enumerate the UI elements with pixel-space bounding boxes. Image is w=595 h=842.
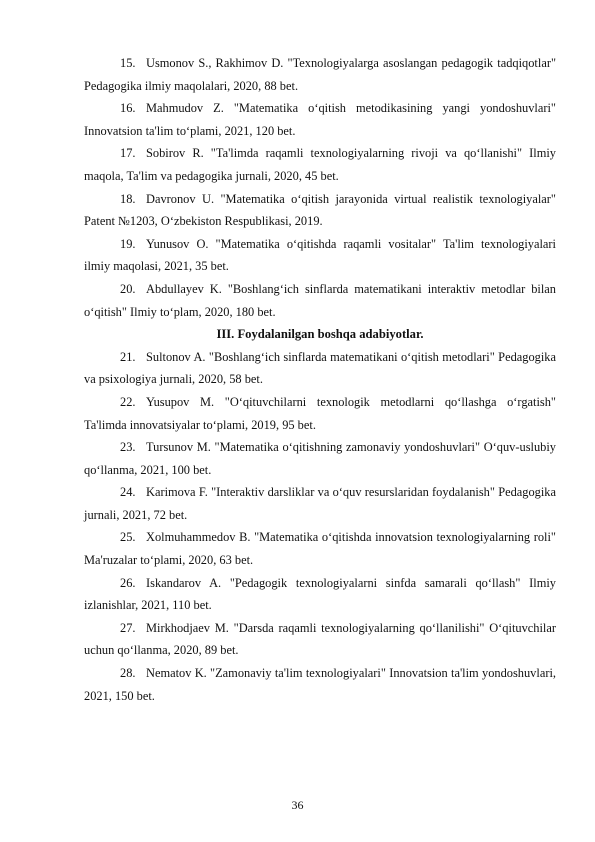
reference-number: 15. [120, 56, 136, 70]
reference-number: 17. [120, 146, 136, 161]
reference-number: 23. [120, 440, 136, 455]
reference-text: Iskandarov A. "Pedagogik texnologiyalarni sinfda samarali qo‘llash" Ilmiy izlanishlar, 2021, 110 bet. [84, 575, 556, 613]
reference-item-25 [84, 526, 556, 571]
reference-item-23 [84, 436, 556, 481]
reference-item-24 [84, 481, 556, 526]
reference-text: Sobirov R. "Ta'limda raqamli texnologiyalarning rivoji va qo‘llanishi" Ilmiy maqola, Ta'lim va pedagogika jurnali, 2020, 45 bet. [84, 146, 556, 183]
reference-item-26 [84, 572, 556, 617]
reference-text: Mahmudov Z. "Matematika o‘qitish metodikasining yangi yondoshuvlari" Innovatsion ta'lim to‘plami, 2021, 120 bet. [84, 101, 556, 138]
reference-item-27 [84, 617, 556, 662]
reference-text: Mirkhodjaev M. "Darsda raqamli texnologiyalarning qo‘llanilishi" O‘qituvchilar uchun qo‘llanma, 2020, 89 bet. [84, 620, 556, 658]
reference-number: 25. [120, 530, 136, 545]
reference-text: Davronov U. "Matematika o‘qitish jarayonida virtual realistik texnologiyalar" Patent №1203, O‘zbekiston Respublikasi, 2019. [84, 191, 556, 229]
reference-text: Xolmuhammedov B. "Matematika o‘qitishda innovatsion texnologiyalarning roli" Ma'ruzalar to‘plami, 2020, 63 bet. [84, 530, 556, 568]
section-heading: III. Foydalanilgan boshqa adabiyotlar. [216, 327, 424, 342]
reference-number: 28. [120, 666, 136, 681]
reference-item-22 [84, 391, 556, 436]
reference-text: Usmonov S., Rakhimov D. "Texnologiyalarga asoslangan pedagogik tadqiqotlar" Pedagogika ilmiy maqolalari, 2020, 88 bet. [84, 56, 556, 93]
reference-item-15 [84, 52, 556, 97]
reference-item-21 [84, 346, 556, 391]
reference-item-18 [84, 188, 556, 233]
reference-text: Tursunov M. "Matematika o‘qitishning zamonaviy yondoshuvlari" O‘quv-uslubiy qo‘llanma, 2021, 100 bet. [84, 440, 556, 477]
reference-list-other [84, 346, 556, 708]
reference-text: Abdullayev K. "Boshlang‘ich sinflarda matematikani interaktiv metodlar bilan o‘qitish" Ilmiy to‘plam, 2020, 180 bet. [84, 281, 556, 319]
reference-text: Nematov K. "Zamonaviy ta'lim texnologiyalari" Innovatsion ta'lim yondoshuvlari, 2021, 150 bet. [84, 666, 556, 703]
reference-number: 19. [120, 236, 136, 251]
reference-number: 18. [120, 191, 136, 206]
reference-number: 26. [120, 575, 136, 590]
reference-item-20 [84, 278, 556, 323]
reference-text: Sultonov A. "Boshlang‘ich sinflarda matematikani o‘qitish metodlari" Pedagogika va psixologiya jurnali, 2020, 58 bet. [84, 349, 556, 387]
reference-item-16 [84, 97, 556, 142]
reference-number: 16. [120, 101, 136, 116]
page-number: 36 [291, 798, 304, 812]
reference-text: Yunusov O. "Matematika o‘qitishda raqamli vositalar" Ta'lim texnologiyalari ilmiy maqolasi, 2021, 35 bet. [84, 236, 556, 274]
reference-text: Karimova F. "Interaktiv darsliklar va o‘quv resurslaridan foydalanish" Pedagogika jurnali, 2021, 72 bet. [84, 485, 556, 522]
reference-item-28 [84, 662, 556, 707]
reference-number: 20. [120, 281, 136, 296]
reference-number: 27. [120, 620, 136, 635]
reference-number: 22. [120, 394, 136, 409]
reference-item-17 [84, 142, 556, 187]
reference-number: 21. [120, 349, 136, 364]
reference-number: 24. [120, 485, 136, 500]
reference-list-primary [84, 52, 556, 323]
reference-item-19 [84, 233, 556, 278]
reference-text: Yusupov M. "O‘qituvchilarni texnologik metodlarni qo‘llashga o‘rgatish" Ta'limda innovatsiyalar to‘plami, 2019, 95 bet. [84, 394, 556, 432]
document-page [84, 52, 556, 707]
